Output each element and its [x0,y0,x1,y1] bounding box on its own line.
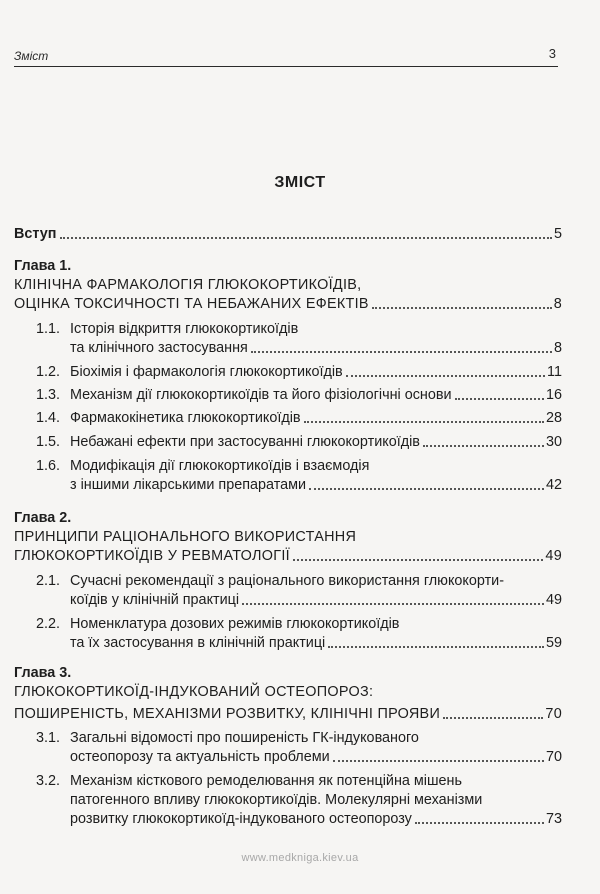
chapter-2-label: Глава 2. [14,510,72,526]
section-number: 3.2. [36,773,61,789]
chapter-1-title-line-1[interactable]: КЛІНІЧНА ФАРМАКОЛОГІЯ ГЛЮКОКОРТИКОЇДІВ, [14,277,362,293]
section-number: 1.2. [36,364,61,380]
toc-entry-page: 49 [545,592,562,608]
section-title-line: та їх застосування в клінічній практиці [70,635,326,651]
section-title-line: Фармакокінетика глюкокортикоїдів [70,410,301,426]
toc-entry-page: 5 [553,226,562,242]
leader-dots [443,716,543,719]
toc-entry-label: Вступ [14,226,57,242]
toc-entry-page: 16 [545,387,562,403]
section-title-line: коїдів у клінічній практиці [70,592,240,608]
toc-entry-page: 73 [545,811,562,827]
toc-entry-intro[interactable] [14,225,562,243]
section-number: 1.4. [36,410,61,426]
chapter-3-title-line-2: ПОШИРЕНІСТЬ, МЕХАНІЗМИ РОЗВИТКУ, КЛІНІЧНІ ПРОЯВИ [14,706,441,722]
toc-entry-chapter-2[interactable] [14,547,562,565]
toc-entry-page: 11 [547,364,562,380]
section-title-line[interactable]: Номенклатура дозових режимів глюкокортикоїдів [70,616,400,632]
section-title-line[interactable]: Загальні відомості про поширеність ГК-індукованого [70,730,419,746]
section-title-line: з іншими лікарськими препаратами [70,477,307,493]
toc-entry-2-1[interactable] [70,591,562,609]
leader-dots [415,821,544,824]
leader-dots [309,487,544,490]
running-head-title: Зміст [14,49,49,63]
toc-entry-3-2[interactable] [70,810,562,828]
toc-entry-1-1[interactable] [70,339,562,357]
section-number: 3.1. [36,730,61,746]
page-title: ЗМІСТ [274,174,326,191]
leader-dots [346,374,545,377]
section-title-line: Механізм дії глюкокортикоїдів та його фізіологічні основи [70,387,452,403]
chapter-1-label: Глава 1. [14,258,72,274]
leader-dots [372,306,552,309]
section-title-line: Біохімія і фармакологія глюкокортикоїдів [70,364,343,380]
toc-entry-1-4[interactable] [70,409,562,427]
toc-entry-1-3[interactable] [70,386,562,404]
toc-entry-page: 70 [545,706,562,722]
leader-dots [333,759,544,762]
section-title-line[interactable]: Сучасні рекомендації з раціонального використання глюкокорти- [70,573,505,589]
section-number: 2.1. [36,573,61,589]
chapter-1-title-line-2: ОЦІНКА ТОКСИЧНОСТІ ТА НЕБАЖАНИХ ЕФЕКТІВ [14,296,369,312]
chapter-2-title-line-1[interactable]: ПРИНЦИПИ РАЦІОНАЛЬНОГО ВИКОРИСТАННЯ [14,529,357,545]
chapter-3-label: Глава 3. [14,665,72,681]
section-title-line: та клінічного застосування [70,340,248,356]
toc-entry-page: 59 [545,635,562,651]
section-title-line: розвитку глюкокортикоїд-індукованого остеопорозу [70,811,412,827]
toc-entry-page: 49 [545,548,562,564]
running-head [14,46,558,67]
section-number: 1.6. [36,458,61,474]
leader-dots [251,350,552,353]
toc-entry-page: 42 [545,477,562,493]
toc-entry-page: 30 [545,434,562,450]
section-title-line[interactable]: Механізм кісткового ремоделювання як потенційна мішень [70,773,462,789]
section-title-line: остеопорозу та актуальність проблеми [70,749,330,765]
toc-entry-3-1[interactable] [70,748,562,766]
toc-entry-page: 28 [545,410,562,426]
toc-entry-chapter-1[interactable] [14,295,562,313]
leader-dots [423,444,544,447]
toc-entry-page: 8 [553,296,562,312]
leader-dots [328,645,544,648]
section-title-line[interactable]: Модифікація дії глюкокортикоїдів і взаємодія [70,458,370,474]
toc-entry-1-6[interactable] [70,476,562,494]
leader-dots [60,236,552,239]
section-number: 2.2. [36,616,61,632]
page-number: 3 [548,46,556,61]
section-number: 1.1. [36,321,61,337]
toc-entry-chapter-3[interactable] [14,705,562,723]
section-title-line: Небажані ефекти при застосуванні глюкокортикоїдів [70,434,420,450]
section-title-line[interactable]: Історія відкриття глюкокортикоїдів [70,321,299,337]
leader-dots [304,420,544,423]
toc-entry-1-5[interactable] [70,433,562,451]
section-number: 1.3. [36,387,61,403]
toc-entry-1-2[interactable] [70,363,562,381]
chapter-2-title-line-2: ГЛЮКОКОРТИКОЇДІВ У РЕВМАТОЛОГІЇ [14,548,290,564]
toc-entry-page: 8 [553,340,562,356]
chapter-3-title-line-1[interactable]: ГЛЮКОКОРТИКОЇД-ІНДУКОВАНИЙ ОСТЕОПОРОЗ: [14,684,374,700]
footer-url: www.medkniga.kiev.ua [241,852,359,864]
section-number: 1.5. [36,434,61,450]
leader-dots [455,397,544,400]
leader-dots [293,558,543,561]
toc-entry-page: 70 [545,749,562,765]
section-title-line[interactable]: патогенного впливу глюкокортикоїдів. Молекулярні механізми [70,792,483,808]
toc-entry-2-2[interactable] [70,634,562,652]
leader-dots [242,602,544,605]
